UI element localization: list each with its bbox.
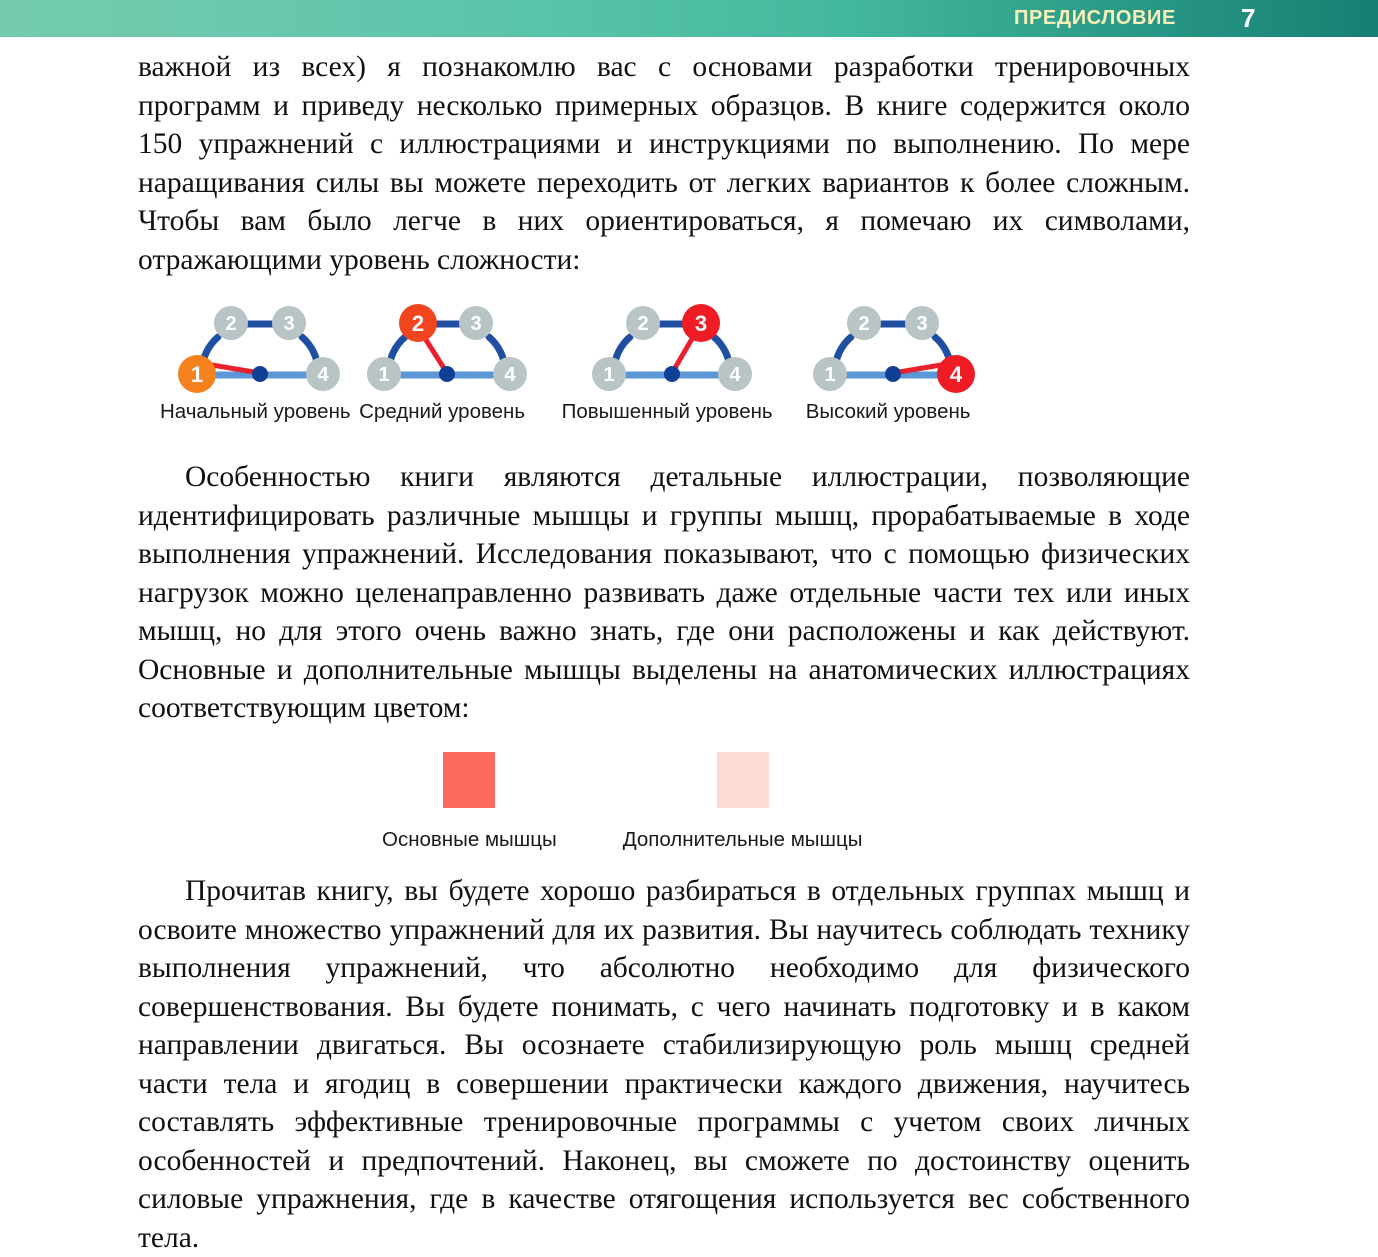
muscle-legend-label: Дополнительные мышцы [622, 828, 863, 851]
muscle-legend-label: Основные мышцы [382, 828, 557, 851]
svg-text:3: 3 [283, 313, 295, 335]
page-number: 7 [1241, 3, 1256, 33]
muscle-legend-item [382, 752, 557, 852]
difficulty-level-label: Повышенный уровень [561, 400, 773, 423]
page-header-band [0, 0, 1378, 37]
difficulty-level-item [160, 296, 351, 424]
svg-text:4: 4 [949, 362, 962, 387]
difficulty-level-label: Высокий уровень [805, 400, 971, 423]
page-header-title: ПРЕДИСЛОВИЕ [1014, 7, 1176, 29]
svg-text:3: 3 [470, 313, 482, 335]
svg-text:1: 1 [190, 362, 203, 387]
difficulty-level-item [562, 296, 773, 424]
third-paragraph-block [138, 872, 1190, 1257]
svg-text:1: 1 [824, 364, 836, 386]
difficulty-level-label: Средний уровень [359, 400, 526, 423]
svg-text:2: 2 [858, 313, 870, 335]
first-paragraph-block [138, 48, 1190, 279]
paragraph-conclusion: Прочитав книгу, вы будете хорошо разбираться в отдельных группах мышц и освоите множество упражнений для их развития. Вы научитесь соблюдать технику выполнения упражнений, что абсолютно необходимо для физического совершенствования. Вы будете понимать, с чего начинать подготовку и в каком направлении двигаться. Вы осознаете стабилизирующую роль мышц средней части тела и ягодиц в совершении практически каждого движения, научитесь составлять эффективные тренировочные программы с учетом своих личных особенностей и предпочтений. Наконец, вы сможете по достоинству оценить силовые упражнения, где в качестве отягощения используется вес собственного тела. [138, 875, 1190, 1254]
svg-text:1: 1 [378, 364, 390, 386]
secondary-muscle-swatch [717, 752, 769, 808]
paragraph-intro: важной из всех) я познакомлю вас с основами разработки тренировочных программ и приведу несколько примерных образцов. В книге содержится около 150 упражнений с иллюстрациями и инструкциями по выполнению. По мере наращивания силы вы можете переходить от легких вариантов к более сложным. Чтобы вам было легче в них ориентироваться, я помечаю их символами, отражающими уровень сложности: [138, 51, 1190, 276]
difficulty-level-label: Начальный уровень [160, 400, 351, 423]
svg-text:3: 3 [694, 311, 707, 336]
svg-text:2: 2 [411, 311, 424, 336]
muscle-color-legend [382, 752, 862, 852]
paragraph-illustrations: Особенностью книги являются детальные иллюстрации, позволяющие идентифицировать различные мышцы и группы мышц, прорабатываемые в ходе выполнения упражнений. Исследования показывают, что с помощью физических нагрузок можно целенаправленно развивать даже отдельные части тех или иных мышц, но для этого очень важно знать, где они расположены и как действуют. Основные и дополнительные мышцы выделены на анатомических иллюстрациях соответствующим цветом: [138, 461, 1190, 724]
difficulty-levels-legend [160, 296, 1140, 424]
gauge-level-2-icon [355, 296, 530, 394]
svg-text:4: 4 [729, 364, 741, 386]
difficulty-level-item [801, 296, 976, 424]
muscle-legend-item [623, 752, 863, 852]
svg-text:4: 4 [504, 364, 516, 386]
gauge-level-3-icon [580, 296, 755, 394]
svg-text:2: 2 [637, 313, 649, 335]
gauge-level-1-icon [168, 296, 343, 394]
svg-text:3: 3 [916, 313, 928, 335]
svg-text:1: 1 [603, 364, 615, 386]
svg-text:2: 2 [225, 313, 237, 335]
difficulty-level-item [355, 296, 530, 424]
second-paragraph-block [138, 458, 1190, 728]
gauge-level-4-icon [801, 296, 976, 394]
primary-muscle-swatch [443, 752, 495, 808]
svg-text:4: 4 [317, 364, 329, 386]
